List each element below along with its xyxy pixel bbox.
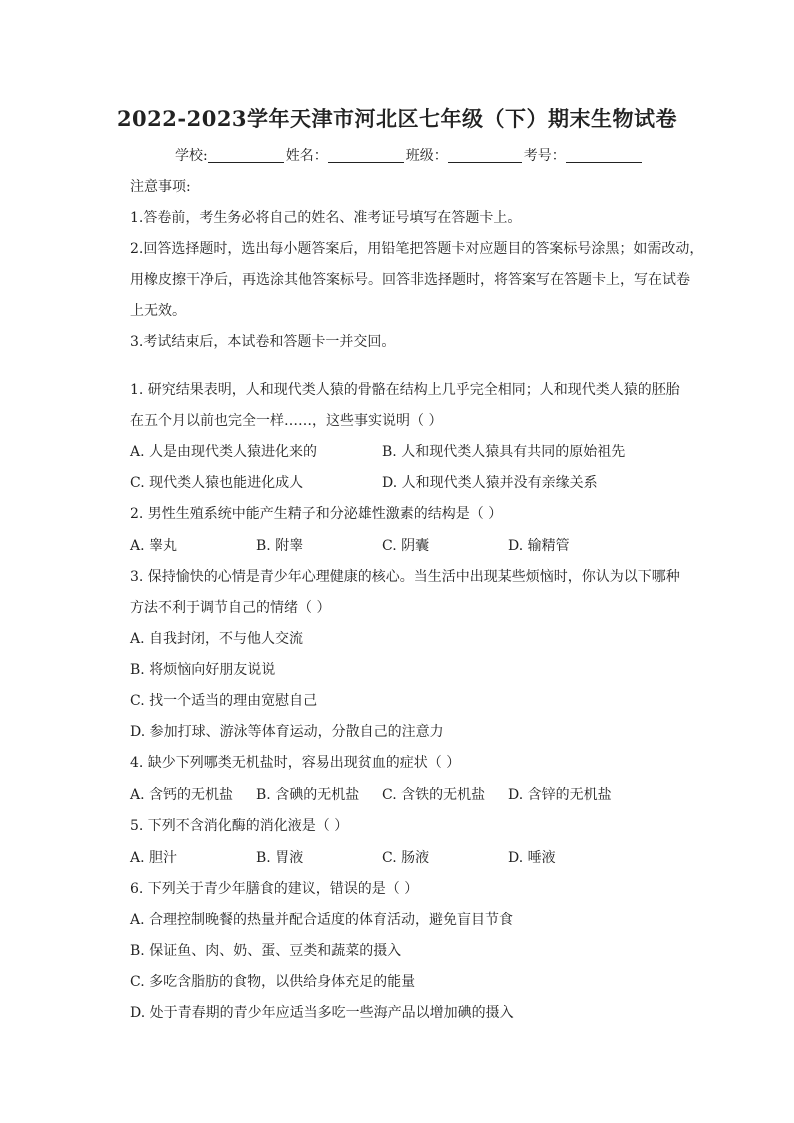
number-label: 考号：	[523, 148, 566, 164]
q3-stem-line-2: 方法不利于调节自己的情绪（ ）	[130, 600, 331, 616]
name-label: 姓名：	[285, 148, 328, 164]
q2-option-a: A. 睾丸	[130, 538, 178, 554]
q3-option-b: B. 将烦恼向好朋友说说	[130, 662, 276, 678]
q1-option-c: C. 现代类人猿也能进化成人	[130, 475, 304, 491]
q1-option-a: A. 人是由现代类人猿进化来的	[130, 444, 318, 460]
exam-title: 2022-2023学年天津市河北区七年级（下）期末生物试卷	[116, 106, 678, 131]
notice-heading: 注意事项:	[130, 179, 191, 195]
q3-option-c: C. 找一个适当的理由宽慰自己	[130, 693, 318, 709]
notice-item-3: 3.考试结束后，本试卷和答题卡一并交回。	[130, 334, 396, 350]
q6-stem: 6. 下列关于青少年膳食的建议，错误的是（ ）	[130, 881, 419, 897]
q4-option-d: D. 含锌的无机盐	[508, 787, 612, 803]
q2-option-d: D. 输精管	[508, 538, 570, 554]
q5-option-d: D. 唾液	[508, 850, 556, 866]
q1-stem-line-1: 1. 研究结果表明，人和现代类人猿的骨骼在结构上几乎完全相同；人和现代类人猿的胚胎	[130, 382, 680, 398]
q5-option-a: A. 胆汁	[130, 850, 178, 866]
student-info-line	[175, 145, 644, 165]
q2-stem: 2. 男性生殖系统中能产生精子和分泌雄性激素的结构是（ ）	[130, 506, 503, 522]
q6-option-d: D. 处于青春期的青少年应适当多吃一些海产品以增加碘的摄入	[130, 1005, 514, 1021]
q4-option-b: B. 含碘的无机盐	[256, 787, 360, 803]
school-blank	[208, 148, 284, 163]
number-blank	[566, 148, 642, 163]
q3-option-d: D. 参加打球、游泳等体育运动，分散自己的注意力	[130, 724, 444, 740]
q5-option-c: C. 肠液	[382, 850, 430, 866]
q1-option-d: D. 人和现代类人猿并没有亲缘关系	[382, 475, 598, 491]
class-label: 班级：	[405, 148, 448, 164]
q3-stem-line-1: 3. 保持愉快的心情是青少年心理健康的核心。当生活中出现某些烦恼时，你认为以下哪种	[130, 569, 680, 585]
q6-option-a: A. 合理控制晚餐的热量并配合适度的体育活动，避免盲目节食	[130, 912, 514, 928]
q4-stem: 4. 缺少下列哪类无机盐时，容易出现贫血的症状（ ）	[130, 755, 461, 771]
school-label: 学校:	[175, 148, 208, 164]
name-blank	[328, 148, 404, 163]
q6-option-b: B. 保证鱼、肉、奶、蛋、豆类和蔬菜的摄入	[130, 943, 402, 959]
q1-option-b: B. 人和现代类人猿具有共同的原始祖先	[382, 444, 626, 460]
q4-option-c: C. 含铁的无机盐	[382, 787, 486, 803]
notice-item-1: 1.答卷前，考生务必将自己的姓名、准考证号填写在答题卡上。	[130, 210, 522, 226]
q5-option-b: B. 胃液	[256, 850, 304, 866]
q5-stem: 5. 下列不含消化酶的消化液是（ ）	[130, 818, 349, 834]
class-blank	[448, 148, 522, 163]
notice-item-2-line-1: 2.回答选择题时，选出每小题答案后，用铅笔把答题卡对应题目的答案标号涂黑；如需改动，	[130, 241, 704, 257]
q4-option-a: A. 含钙的无机盐	[130, 787, 234, 803]
q2-option-b: B. 附睾	[256, 538, 304, 554]
q1-stem-line-2: 在五个月以前也完全一样……，这些事实说明（ ）	[130, 413, 443, 429]
q6-option-c: C. 多吃含脂肪的食物，以供给身体充足的能量	[130, 974, 416, 990]
notice-item-2-line-3: 上无效。	[130, 303, 186, 319]
notice-item-2-line-2: 用橡皮擦干净后，再选涂其他答案标号。回答非选择题时，将答案写在答题卡上，写在试卷	[130, 272, 690, 288]
q2-option-c: C. 阴囊	[382, 538, 430, 554]
q3-option-a: A. 自我封闭，不与他人交流	[130, 631, 304, 647]
